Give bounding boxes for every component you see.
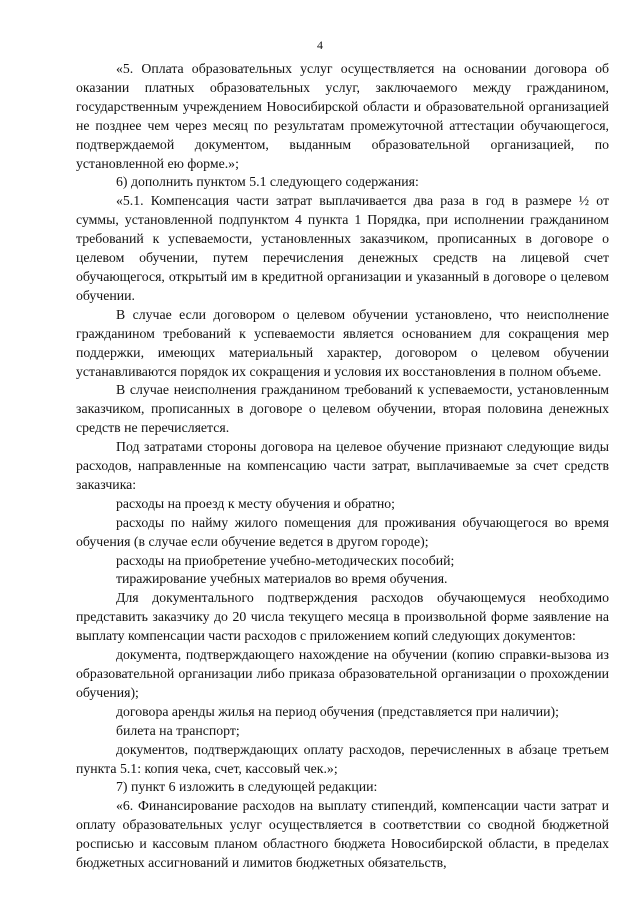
paragraph: документов, подтверждающих оплату расходов, перечисленных в абзаце третьем пункта 5.1: копия чека, счет, кассовый чек.»;: [76, 741, 609, 776]
paragraph: расходы на проезд к месту обучения и обратно;: [116, 495, 395, 511]
paragraph: билета на транспорт;: [116, 722, 240, 738]
paragraph: договора аренды жилья на период обучения (представляется при наличии);: [116, 703, 559, 719]
paragraph: расходы на приобретение учебно-методических пособий;: [116, 552, 455, 568]
paragraph: В случае неисполнения гражданином требований к успеваемости, установленным заказчиком, прописанных в договоре о целевом обучении, вторая половина денежных средств не перечисляется.: [76, 382, 609, 436]
paragraph: Для документального подтверждения расходов обучающемуся необходимо представить заказчику до 20 числа текущего месяца в произвольной форме заявление на выплату компенсации части расходов с приложением копий следующих документов:: [76, 590, 609, 644]
paragraph: «6. Финансирование расходов на выплату стипендий, компенсации части затрат и оплату образовательных услуг осуществляется в соответствии со сводной бюджетной росписью и кассовым планом областного бюджета Новосибирской области, в пределах бюджетных ассигнований и лимитов бюджетных обязательств,: [76, 798, 609, 871]
paragraph: В случае если договором о целевом обучении установлено, что неисполнение гражданином требований к успеваемости является основанием для сокращения мер поддержки, имеющих материальный характер, договором о целевом обучении устанавливаются порядок их сокращения и условия их восстановления в полном объеме.: [76, 306, 609, 379]
paragraph: 7) пункт 6 изложить в следующей редакции:: [116, 779, 378, 795]
paragraph: 6) дополнить пунктом 5.1 следующего содержания:: [116, 174, 419, 190]
paragraph: «5.1. Компенсация части затрат выплачивается два раза в год в размере ½ от суммы, установленной подпунктом 4 пункта 1 Порядка, при исполнении гражданином требований к успеваемости, установленных заказчиком, прописанных в договоре о целевом обучении, путем перечисления денежных средств на лицевой счет обучающегося, открытый им в кредитной организации и указанный в договоре о целевом обучении.: [76, 193, 609, 303]
page-number: 4: [317, 38, 323, 52]
paragraph: тиражирование учебных материалов во время обучения.: [116, 571, 448, 587]
paragraph: документа, подтверждающего нахождение на обучении (копию справки-вызова из образовательной организации либо приказа образовательной организации о прохождении обучения);: [76, 647, 609, 700]
document-body: [76, 60, 609, 873]
paragraph: расходы по найму жилого помещения для проживания обучающегося во время обучения (в случае если обучение ведется в другом городе);: [76, 514, 609, 549]
paragraph: «5. Оплата образовательных услуг осуществляется на основании договора об оказании платных образовательных услуг, заключаемого между гражданином, государственным учреждением Новосибирской области и образовательной организацией не позднее чем через месяц по результатам промежуточной аттестации обучающегося, подтверждаемой документом, выданным образовательной организацией, по установленной ею форме.»;: [76, 61, 609, 171]
paragraph: Под затратами стороны договора на целевое обучение признают следующие виды расходов, направленные на компенсацию части затрат, выплачиваемые за счет средств заказчика:: [76, 439, 609, 492]
